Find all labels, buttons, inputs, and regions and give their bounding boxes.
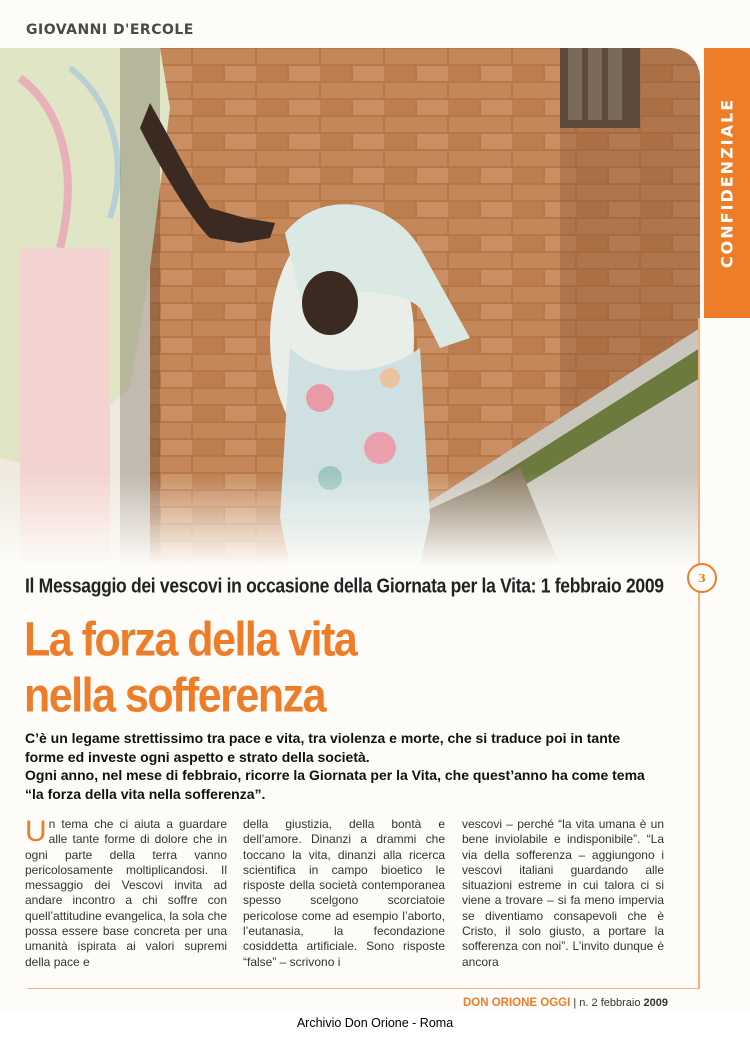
issue-year: 2009 <box>643 997 668 1009</box>
archive-caption: Archivio Don Orione - Roma <box>0 1012 750 1037</box>
margin-rail <box>698 318 700 988</box>
page-footer <box>463 997 668 1009</box>
page-number: 3 <box>687 563 717 593</box>
body-column-2: della giustizia, della bontà e dell’amore. Dinanzi a drammi che toccano la vita, dinanzi alla ricerca scientifica in campo bioetico le risposte della società contemporanea spesso scelgono scorciatoie pericolose come ad esempio l’aborto, l’eutanasia, la fecondazione cosiddetta artificiale. Sono risposte “false” – scrivono i <box>243 817 445 969</box>
drop-cap: U <box>25 815 47 848</box>
article-photo <box>0 48 700 566</box>
footer-separator: | <box>570 997 580 1009</box>
body-column-3: vescovi – perché “la vita umana è un bene inviolabile e indisponibile”. “La via della sofferenza – aggiungono i vescovi italiani guardando alle situazioni estreme in cui talora ci si viene a trovare – si fa meno impervia se diventiamo consapevoli che è Cristo, il solo giusto, a portare la sofferenza con noi”. L’invito dunque è ancora <box>462 817 664 969</box>
body-column-1 <box>25 817 227 970</box>
photo-illustration <box>0 48 700 566</box>
article-lead <box>25 729 655 803</box>
title-line-1: La forza della vita <box>24 613 357 667</box>
article-title <box>24 612 356 724</box>
section-tab-label: CONFIDENZIALE <box>717 97 737 269</box>
lead-paragraph-1: C’è un legame strettissimo tra pace e vita, tra violenza e morte, che si traduce poi in tante forme ed investe ogni aspetto e strato della società. <box>25 730 621 765</box>
magazine-name: DON ORIONE OGGI <box>462 997 571 1009</box>
lead-paragraph-2: Ogni anno, nel mese di febbraio, ricorre la Giornata per la Vita, che quest’anno ha come tema “la forza della vita nella sofferenza”. <box>25 767 645 802</box>
author-name: GIOVANNI D'ERCOLE <box>26 22 194 38</box>
title-line-2: nella sofferenza <box>24 669 325 723</box>
body-column-1-text: n tema che ci aiuta a guardare alle tante forme di dolore che in ogni parte della terra vanno pericolosamente moltiplicandosi. Il messaggio dei Vescovi invita ad andare incontro a chi soffre con quell’attitudine evangelica, la sola che possa essere base concreta per una umanità ispirata ai valori supremi della pace e <box>25 817 227 969</box>
article-kicker: Il Messaggio dei vescovi in occasione della Giornata per la Vita: 1 febbraio 2009 <box>25 574 664 597</box>
footer-rule <box>28 988 700 989</box>
issue-label: n. 2 febbraio <box>579 997 644 1009</box>
section-tab <box>704 48 750 318</box>
